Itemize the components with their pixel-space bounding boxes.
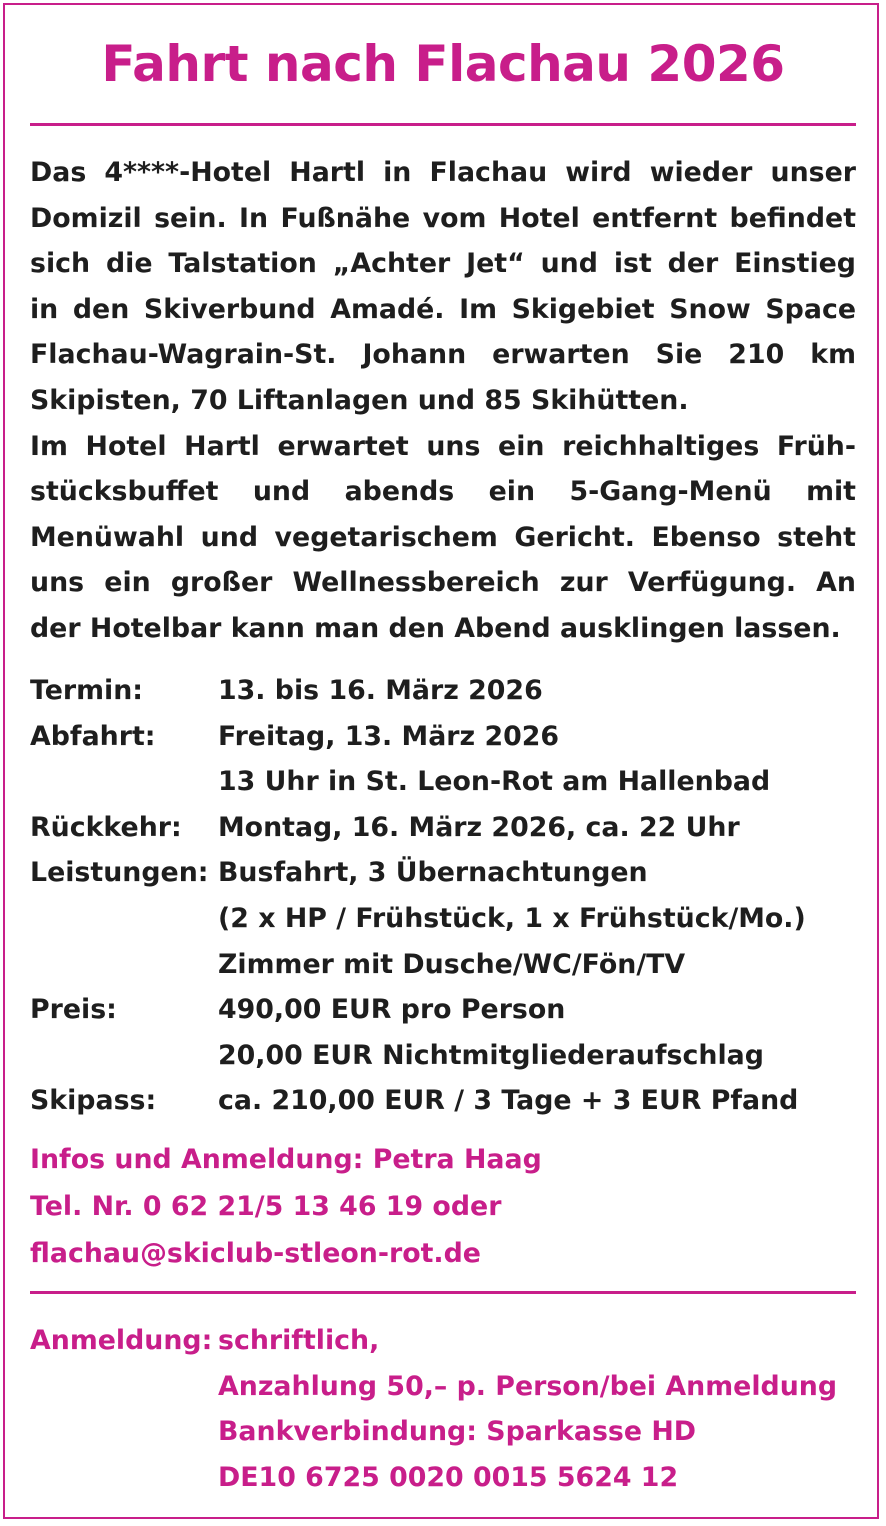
detail-label xyxy=(30,759,218,805)
detail-row-leistungen xyxy=(30,850,870,896)
signup-label: Anmeldung: xyxy=(30,1325,213,1356)
detail-value: (2 x HP / Frühstück, 1 x Frühstück/Mo.) xyxy=(218,902,806,934)
contact-info xyxy=(30,1136,856,1277)
signup-row xyxy=(30,1364,870,1410)
detail-label: Leistungen: xyxy=(30,857,209,889)
signup-row xyxy=(30,1318,870,1364)
intro-line: Im Hotel Hartl erwartet uns ein reichhaltiges Früh- xyxy=(30,430,856,462)
signup-value: Bankverbindung: Sparkasse HD xyxy=(218,1416,697,1448)
registration-details xyxy=(30,1318,870,1500)
detail-value: ca. 210,00 EUR / 3 Tage + 3 EUR Pfand xyxy=(218,1085,799,1117)
signup-value: Anzahlung 50,– p. Person/bei Anmeldung xyxy=(218,1370,838,1402)
contact-email-link[interactable]: flachau@skiclub-stleon-rot.de xyxy=(30,1238,481,1269)
detail-row-termin xyxy=(30,668,870,714)
contact-phone: Tel. Nr. 0 62 21/5 13 46 19 oder xyxy=(30,1191,502,1222)
detail-label: Abfahrt: xyxy=(30,720,156,752)
detail-row-abfahrt-ort xyxy=(30,759,870,805)
intro-line: Das 4****-Hotel Hartl in Flachau wird wieder unser xyxy=(30,157,856,188)
detail-label: Rückkehr: xyxy=(30,811,182,843)
detail-value: Busfahrt, 3 Übernachtungen xyxy=(218,857,648,889)
detail-row-abfahrt xyxy=(30,714,870,760)
signup-label xyxy=(30,1455,218,1501)
intro-line: der Hotelbar kann man den Abend ausklingen lassen. xyxy=(30,612,841,644)
intro-line: Menüwahl und vegetarischem Gericht. Ebenso steht xyxy=(30,521,856,553)
detail-row-preis-2 xyxy=(30,1033,870,1079)
intro-line: stücksbuffet und abends ein 5-Gang-Menü mit xyxy=(30,476,856,508)
signup-row xyxy=(30,1409,870,1455)
intro-line: Domizil sein. In Fußnähe vom Hotel entfernt befindet xyxy=(30,202,856,234)
detail-value: 490,00 EUR pro Person xyxy=(218,994,566,1026)
intro-line: Skipisten, 70 Liftanlagen und 85 Skihütten. xyxy=(30,384,689,416)
intro-line: in den Skiverbund Amadé. Im Skigebiet Snow Space xyxy=(30,293,856,325)
detail-label xyxy=(30,942,218,988)
detail-value: Zimmer mit Dusche/WC/Fön/TV xyxy=(218,948,686,980)
detail-value: 13 Uhr in St. Leon-Rot am Hallenbad xyxy=(218,766,771,798)
detail-label xyxy=(30,1033,218,1079)
intro-line: Flachau-Wagrain-St. Johann erwarten Sie 210 km xyxy=(30,339,856,371)
detail-label xyxy=(30,896,218,942)
detail-value: Montag, 16. März 2026, ca. 22 Uhr xyxy=(218,811,740,843)
signup-value: DE10 6725 0020 0015 5624 12 xyxy=(218,1461,679,1493)
detail-label: Termin: xyxy=(30,675,144,706)
intro-line: uns ein großer Wellnessbereich zur Verfügung. An xyxy=(30,567,856,599)
trip-details xyxy=(30,668,870,1124)
signup-label xyxy=(30,1364,218,1410)
intro-paragraph xyxy=(30,150,856,652)
signup-label xyxy=(30,1409,218,1455)
contact-divider xyxy=(30,1291,856,1294)
contact-person: Infos und Anmeldung: Petra Haag xyxy=(30,1144,542,1175)
detail-row-leistungen-3 xyxy=(30,942,870,988)
signup-value: schriftlich, xyxy=(218,1325,380,1356)
intro-line: sich die Talstation „Achter Jet“ und ist der Einstieg xyxy=(30,248,856,280)
signup-row xyxy=(30,1455,870,1501)
detail-value: Freitag, 13. März 2026 xyxy=(218,720,560,752)
detail-row-rueckkehr xyxy=(30,805,870,851)
page-title: Fahrt nach Flachau 2026 xyxy=(101,35,785,93)
detail-value: 20,00 EUR Nichtmitgliederaufschlag xyxy=(218,1039,764,1071)
title-divider xyxy=(30,123,856,126)
detail-label: Preis: xyxy=(30,994,117,1026)
detail-value: 13. bis 16. März 2026 xyxy=(218,675,543,706)
detail-row-preis xyxy=(30,987,870,1033)
detail-row-leistungen-2 xyxy=(30,896,870,942)
detail-row-skipass xyxy=(30,1078,870,1124)
detail-label: Skipass: xyxy=(30,1085,157,1117)
